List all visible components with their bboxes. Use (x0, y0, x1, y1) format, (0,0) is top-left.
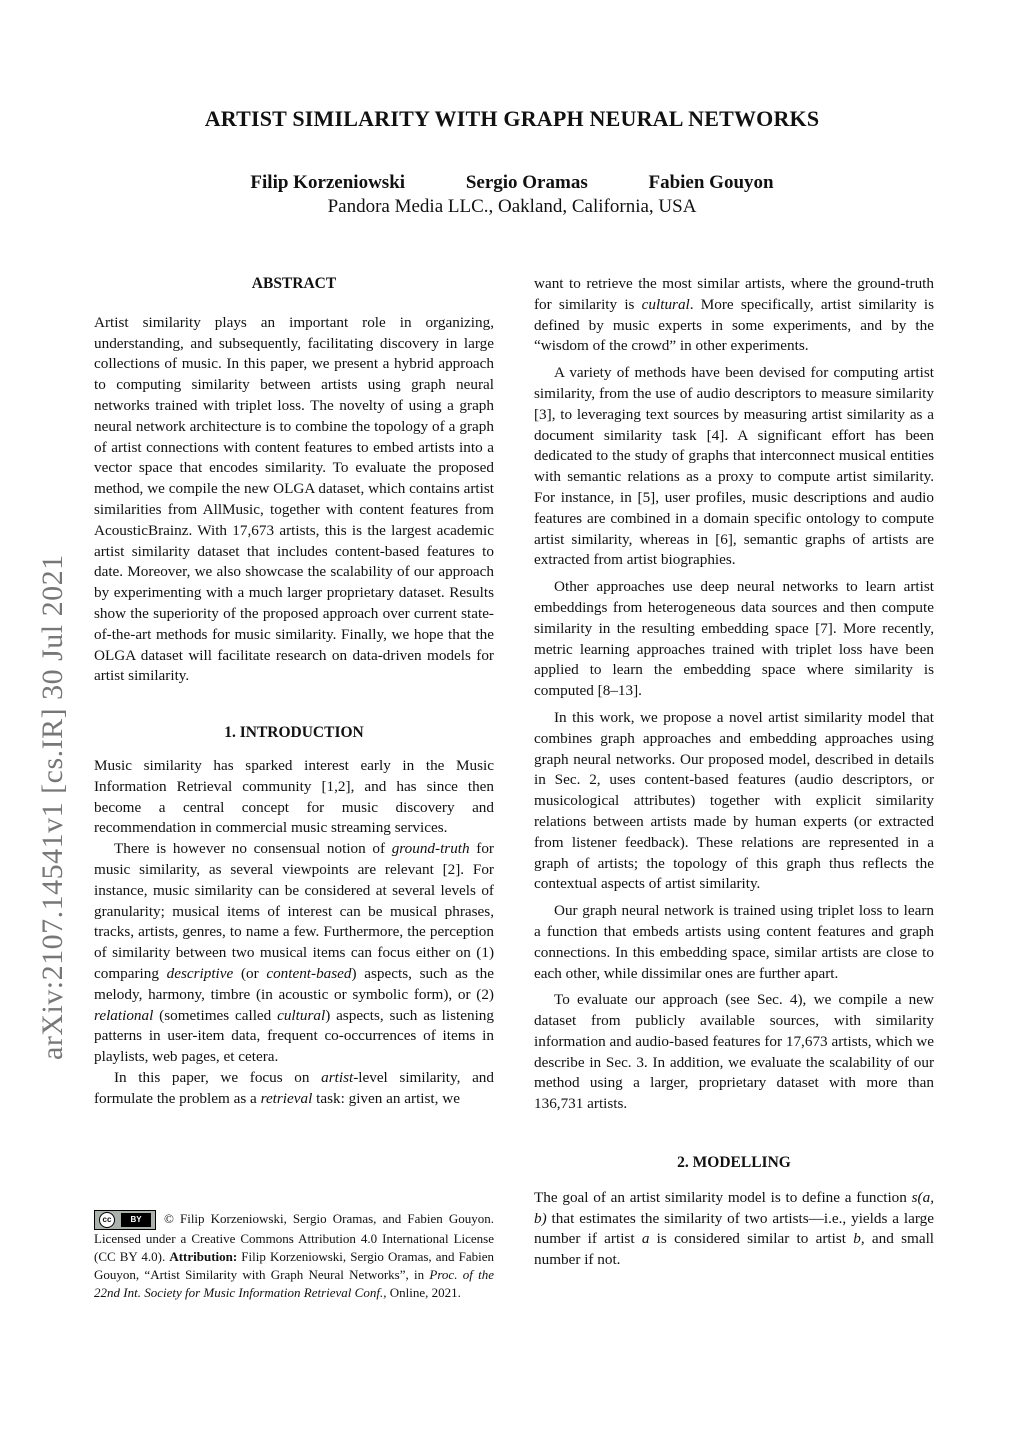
affiliation: Pandora Media LLC., Oakland, California, USA (327, 196, 697, 217)
paper-title: ARTIST SIMILARITY WITH GRAPH NEURAL NETWORKS (204, 106, 820, 131)
modelling-paragraph-1: The goal of an artist similarity model is to define a function s(a, b) that estimates the similarity of two artists—i.e., yields a large number if artist a is considered similar to artist b, and small number if not. (534, 1188, 935, 1269)
intro-paragraph-1: Music similarity has sparked interest early in the Music Information Retrieval community [1,2], and has since then become a central concept for music discovery and recommendation in commercial music streaming services. (94, 756, 494, 837)
author-3: Fabien Gouyon (648, 172, 774, 193)
intro-heading: 1. INTRODUCTION (224, 724, 364, 742)
intro-paragraph-7: Our graph neural network is trained using triplet loss to learn a function that embeds artists using content features and graph connections. In this embedding space, similar artists are close to each other, while dissimilar ones are further apart. (534, 902, 934, 982)
intro-paragraph-5: Other approaches use deep neural networks to learn artist embeddings from heterogeneous data sources and then compute similarity in the resulting embedding space [7]. More recently, metric learning approaches trained with triplet loss have been applied to learn the embedding space where similarity is computed [8–13]. (534, 578, 934, 700)
modelling-heading: 2. MODELLING (677, 1154, 791, 1172)
intro-paragraph-6: In this work, we propose a novel artist similarity model that combines graph approaches and embedding approaches using graph neural networks. Our proposed model, described in details in Sec. 2, uses content-based features (audio descriptors, or musicological attributes) together with explicit similarity relations between artists made by human experts (or extracted from listener feedback). These relations are represented in a graph of artists; the topology of this graph thus reflects the contextual aspects of artist similarity. (534, 708, 934, 893)
intro-paragraph-4: A variety of methods have been devised for computing artist similarity, from the use of audio descriptors to measure similarity [3], to leveraging text sources by measuring artist similarity as a document similarity task [4]. A significant effort has been dedicated to the study of graphs that interconnect musical entities with semantic relations as a proxy to compute artist similarity. For instance, in [5], user profiles, music descriptions and audio features are combined in a domain specific ontology to compute artist similarity, whereas in [6], semantic graphs of artists are extracted from artist biographies. (534, 364, 934, 569)
intro-paragraph-3-cont: want to retrieve the most similar artists, where the ground-truth for similarity is cultural. More specifically, artist similarity is defined by music experts in some experiments, and by the “wisdom of the crowd” in other experiments. (534, 275, 934, 355)
author-block (0, 172, 1024, 218)
author-2: Sergio Oramas (465, 172, 588, 193)
intro-paragraph-2: There is however no consensual notion of ground-truth for music similarity, as several viewpoints are relevant [2]. For instance, music similarity can be considered at several levels of granularity; musical items of interest can be musical phrases, tracks, artists, genres, to name a few. Furthermore, the perception of similarity between two musical items can focus either on (1) comparing descriptive (or content-based) aspects, such as the melody, harmony, timbre (in acoustic or symbolic form), or (2) relational (sometimes called cultural) aspects, such as listening patterns in user-item data, frequent co-occurrences of items in playlists, web pages, et cetera. (94, 840, 494, 1066)
left-column (94, 274, 494, 1109)
author-1: Filip Korzeniowski (250, 172, 406, 193)
author-names (0, 172, 1024, 194)
arxiv-stamp: arXiv:2107.14541v1 [cs.IR] 30 Jul 2021 (36, 554, 69, 1060)
right-column (534, 274, 934, 1271)
license-footnote: cc BY © Filip Korzeniowski, Sergio Oramas, and Fabien Gouyon. Licensed under a Creative Commons Attribution 4.0 International License (CC BY 4.0). Attribution: Filip Korzeniowski, Sergio Oramas, and Fabien Gouyon, “Artist Similarity with Graph Neural Networks”, in Proc. of the 22nd Int. Society for Music Information Retrieval Conf., Online, 2021. (94, 1211, 494, 1301)
intro-paragraph-3: In this paper, we focus on artist-level similarity, and formulate the problem as a retrieval task: given an artist, we (94, 1068, 494, 1107)
intro-paragraph-8: To evaluate our approach (see Sec. 4), we compile a new dataset from publicly available sources, with similarity information and audio-based features for 17,673 artists, which we describe in Sec. 3. In addition, we evaluate the scalability of our method using a larger, proprietary dataset with more than 136,731 artists. (534, 991, 934, 1113)
abstract-heading: ABSTRACT (251, 275, 337, 292)
abstract-text: Artist similarity plays an important role in organizing, understanding, and subsequently, facilitating discovery in large collections of music. In this paper, we present a hybrid approach to computing similarity between artists using graph neural networks trained with triplet loss. The novelty of using a graph neural network architecture is to combine the topology of a graph of artist connections with content features to embed artists into a vector space that encodes similarity. To evaluate the proposed method, we compile the new OLGA dataset, which contains artist similarities from AllMusic, together with content features from AcousticBrainz. With 17,673 artists, this is the largest academic artist similarity dataset that includes content-based features to date. Moreover, we also showcase the scalability of our approach by experimenting with a much larger proprietary dataset. Results show the superiority of the proposed approach over current state-of-the-art methods for music similarity. Finally, we hope that the OLGA dataset will facilitate research on data-driven models for artist similarity. (94, 313, 494, 685)
cc-by-badge-icon: cc BY (94, 1210, 156, 1230)
